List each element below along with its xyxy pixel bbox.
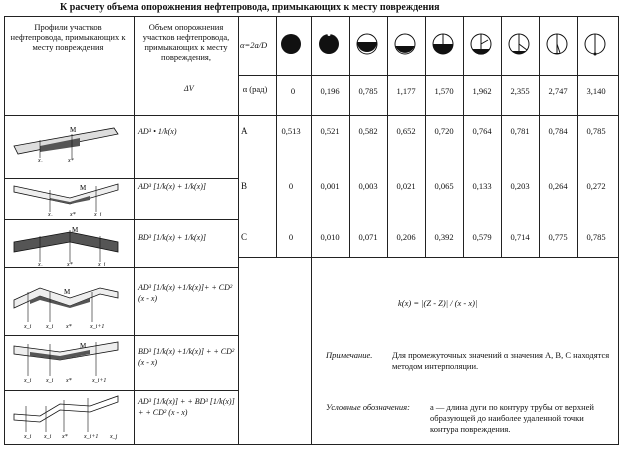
- circle-icon: [585, 34, 605, 56]
- coef-label-c: C: [241, 232, 248, 242]
- page-title: К расчету объема опорожнения нефтепровода, примыкающих к месту повреждения: [60, 2, 440, 13]
- volume-formula: AD³ [1/k(x) +1/k(x)]+ + CD² (x - x): [138, 283, 233, 303]
- svg-text:x*: x*: [62, 434, 68, 440]
- volume-formula: BD³ [1/k(x) +1/k(x)] + + CD² (x - x): [138, 347, 235, 367]
- alpha-value: 1,177: [396, 86, 416, 96]
- svg-text:x*: x*: [66, 324, 72, 330]
- alpha-value: 2,355: [510, 86, 530, 96]
- svg-text:x₁: x₁: [38, 262, 43, 266]
- header-profiles: Профили участков нефтепровода, примыкающих к месту повреждения: [10, 22, 126, 52]
- table-cell: 0,206: [396, 232, 416, 242]
- divider: [238, 75, 619, 76]
- table-cell: 0,001: [320, 181, 340, 191]
- pipe-profile-2: [10, 172, 124, 216]
- table-cell: 0,065: [434, 181, 454, 191]
- svg-text:x_i: x_i: [24, 434, 32, 440]
- pipe-profile-6: [10, 392, 124, 442]
- header-alpha-formula: α=2a/D: [240, 40, 268, 50]
- volume-formula: AD³ • 1/k(x): [138, 127, 177, 136]
- svg-text:x₁: x₁: [38, 158, 43, 162]
- alpha-value: 1,962: [472, 86, 492, 96]
- legend-label: Условные обозначения:: [326, 402, 410, 412]
- svg-text:M: M: [64, 288, 71, 296]
- table-cell: 0,720: [434, 126, 454, 136]
- alpha-value: 0,785: [358, 86, 378, 96]
- pipe-profile-5: [10, 336, 124, 386]
- svg-text:x_i: x_i: [24, 378, 32, 384]
- svg-text:x*: x*: [70, 212, 76, 216]
- divider: [5, 219, 238, 220]
- pipe-profile-3: [10, 222, 124, 266]
- divider: [5, 115, 619, 116]
- svg-text:x₁: x₁: [48, 212, 53, 216]
- legend-text: a — длина дуги по контуру трубы от верхней образующей до наиболее удаленной точки контура повреждения.: [430, 402, 594, 434]
- table-cell: 0,785: [586, 232, 606, 242]
- note-label: Примечание.: [326, 350, 373, 360]
- divider: [238, 17, 239, 445]
- table-cell: 0,714: [510, 232, 530, 242]
- table-cell: 0,521: [320, 126, 340, 136]
- table-cell: 0: [288, 181, 294, 191]
- table-cell: 0,010: [320, 232, 340, 242]
- circle-icon: [281, 34, 301, 54]
- circle-icon: [471, 34, 491, 55]
- table-cell: 0,513: [281, 126, 301, 136]
- svg-text:x_j: x_j: [94, 212, 102, 216]
- circle-icon: [319, 33, 339, 54]
- table-cell: 0,775: [548, 232, 568, 242]
- circle-icon: [547, 34, 567, 54]
- table-cell: 0,784: [548, 126, 568, 136]
- divider: [5, 390, 238, 391]
- table-cell: 0,652: [396, 126, 416, 136]
- pipe-profile-1: [10, 118, 124, 162]
- divider: [134, 17, 135, 445]
- table-cell: 0: [288, 232, 294, 242]
- table-cell: 0,764: [472, 126, 492, 136]
- table-cell: 0,272: [586, 181, 606, 191]
- coef-label-a: A: [241, 126, 248, 136]
- circle-icon: [357, 34, 377, 54]
- table-cell: 0,781: [510, 126, 530, 136]
- svg-text:M: M: [80, 184, 87, 192]
- note-text: Для промежуточных значений α значения A, B, C находятся методом интерполяции.: [392, 350, 610, 371]
- table-cell: 0,579: [472, 232, 492, 242]
- svg-text:x*: x*: [68, 158, 74, 162]
- header-alpha-rad: α (рад): [242, 84, 268, 94]
- header-volume-symbol: ΔV: [184, 84, 194, 93]
- divider: [5, 267, 238, 268]
- alpha-value: 1,570: [434, 86, 454, 96]
- svg-text:x_i+1: x_i+1: [84, 434, 99, 440]
- alpha-value: 0,196: [320, 86, 340, 96]
- table-cell: 0,133: [472, 181, 492, 191]
- svg-text:x_i: x_i: [44, 434, 52, 440]
- circle-icon: [509, 34, 529, 54]
- volume-formula: BD³ [1/k(x) + 1/k(x)]: [138, 233, 206, 242]
- volume-formula: AD³ [1/k(x)] + + BD³ [1/k(x)] + + CD² (x - x): [138, 397, 235, 417]
- svg-text:x_j: x_j: [110, 434, 118, 440]
- circle-icon: [395, 34, 415, 54]
- header-volume: Объем опорожнения участков нефтепровода, примыкающих к месту повреждения,: [142, 22, 230, 62]
- svg-text:x*: x*: [67, 262, 73, 266]
- divider: [238, 257, 619, 258]
- svg-text:x_j: x_j: [98, 262, 106, 266]
- svg-text:x*: x*: [66, 378, 72, 384]
- table-cell: 0,582: [358, 126, 378, 136]
- pipe-profile-4: [10, 278, 124, 330]
- circle-icon: [433, 34, 453, 54]
- table-cell: 0,264: [548, 181, 568, 191]
- table-cell: 0,003: [358, 181, 378, 191]
- svg-text:M: M: [80, 342, 87, 350]
- circle-diagrams: [275, 20, 620, 72]
- volume-formula: AD³ [1/k(x) + 1/k(x)]: [138, 182, 206, 191]
- alpha-value: 2,747: [548, 86, 568, 96]
- svg-text:x_i+1: x_i+1: [90, 324, 105, 330]
- table-cell: 0,785: [586, 126, 606, 136]
- table-cell: 0,021: [396, 181, 416, 191]
- svg-text:x_i: x_i: [24, 324, 32, 330]
- svg-text:M: M: [72, 226, 79, 234]
- svg-text:x_i: x_i: [46, 378, 54, 384]
- table-cell: 0,392: [434, 232, 454, 242]
- table-cell: 0,071: [358, 232, 378, 242]
- k-formula: k(x) = |(Z - Z)| / (x - x)|: [398, 298, 478, 308]
- alpha-value: 3,140: [586, 86, 606, 96]
- coef-label-b: B: [241, 181, 248, 191]
- svg-text:x_i: x_i: [46, 324, 54, 330]
- svg-text:M: M: [70, 126, 77, 134]
- alpha-value: 0: [290, 86, 296, 96]
- divider: [311, 17, 312, 445]
- table-cell: 0,203: [510, 181, 530, 191]
- svg-text:x_i+1: x_i+1: [92, 378, 107, 384]
